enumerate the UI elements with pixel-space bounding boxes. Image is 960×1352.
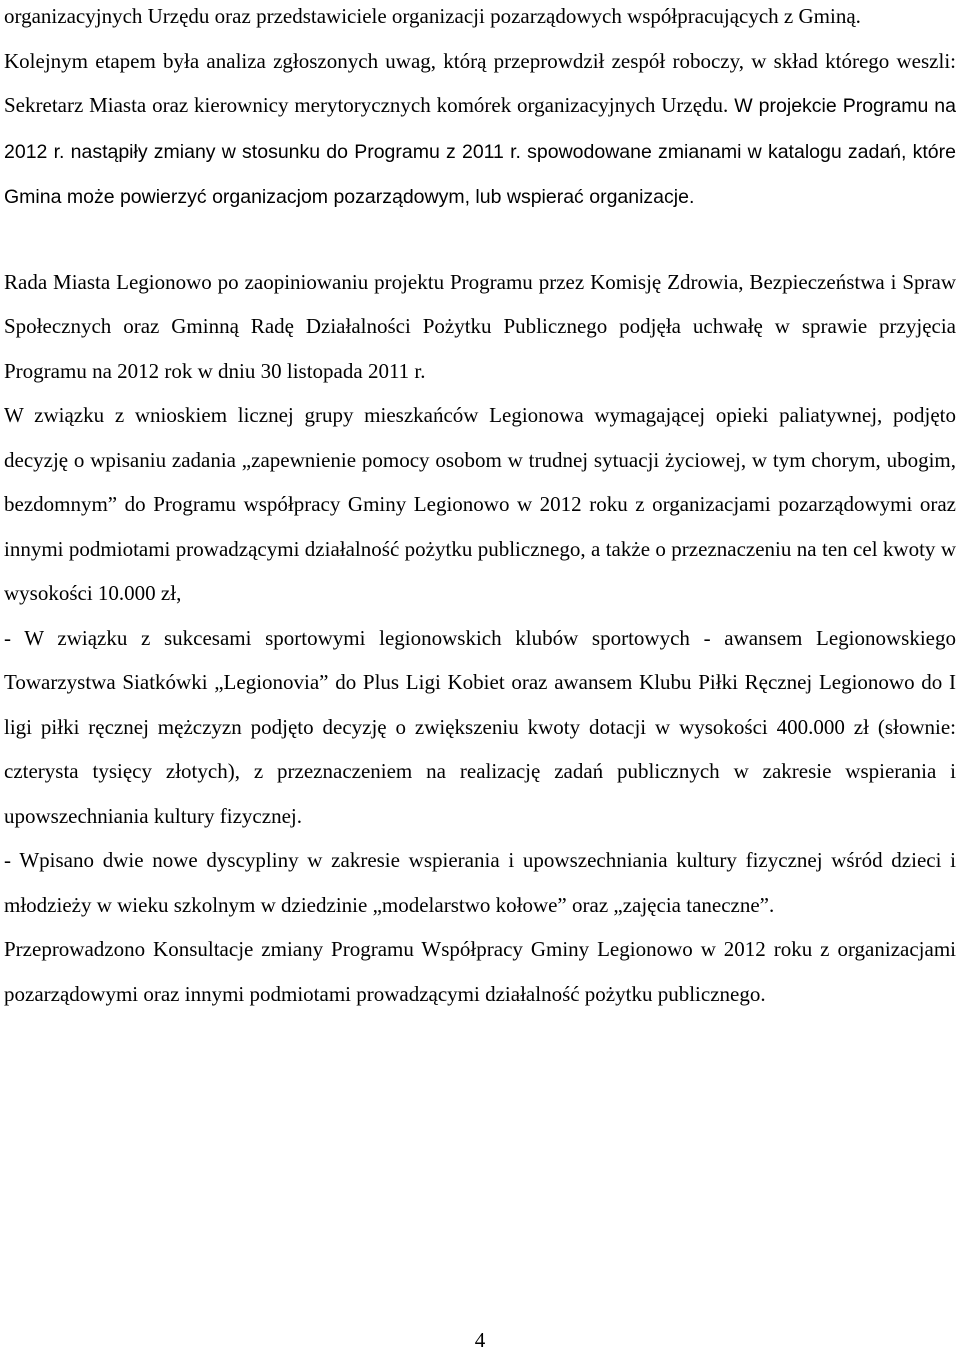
paragraph-council-resolution: Rada Miasta Legionowo po zaopiniowaniu projektu Programu przez Komisję Zdrowia, Bezpieczeństwa i Spraw Społecznych oraz Gminną Radę Działalności Pożytku Publicznego podjęła uchwałę w sprawie przyjęcia Programu na 2012 rok w dniu 30 listopada 2011 r. <box>4 269 956 383</box>
document-body <box>4 0 956 1016</box>
paragraph-gap <box>4 220 956 260</box>
paragraph-consultation-participants: organizacyjnych Urzędu oraz przedstawiciele organizacji pozarządowych współpracujących z Gminą. <box>4 4 861 28</box>
paragraph-new-disciplines: - Wpisano dwie nowe dyscypliny w zakresie wspierania i upowszechniania kultury fizycznej wśród dzieci i młodzieży w wieku szkolnym w dziedzinie „modelarstwo kołowe” oraz „zajęcia taneczne”. <box>4 848 956 917</box>
paragraph-changes-text: W projekcie Programu na 2012 r. nastąpiły zmiany w stosunku do Programu z 2011 r. spowodowane zmianami w katalogu zadań, które Gmina może powierzyć organizacjom pozarządowym, lub wspierać organizacje. <box>4 95 956 208</box>
paragraph-palliative-care-task: W związku z wnioskiem licznej grupy mieszkańców Legionowa wymagającej opieki paliatywnej, podjęto decyzję o wpisaniu zadania „zapewnienie pomocy osobom w trudnej sytuacji życiowej, w tym chorym, ubogim, bezdomnym” do Programu współpracy Gminy Legionowo w 2012 roku z organizacjami pozarządowymi oraz innymi podmiotami prowadzącymi działalność pożytku publicznego, a także o przeznaczeniu na ten cel kwoty w wysokości 10.000 zł, <box>4 403 956 605</box>
paragraph-analysis-text: Kolejnym etapem była analiza zgłoszonych uwag, którą przeprowdził zespół roboczy, w skład którego weszli: Sekretarz Miasta oraz kierownicy merytorycznych komórek organizacyjnych Urzędu. <box>4 48 956 117</box>
page-number: 4 <box>474 1328 486 1352</box>
paragraph-consultations-conducted: Przeprowadzono Konsultacje zmiany Programu Współpracy Gminy Legionowo w 2012 roku z organizacjami pozarządowymi oraz innymi podmiotami prowadzącymi działalność pożytku publicznego. <box>4 937 956 1006</box>
paragraph-sports-grant-increase: - W związku z sukcesami sportowymi legionowskich klubów sportowych - awansem Legionowskiego Towarzystwa Siatkówki „Legionovia” do Plus Ligi Kobiet oraz awansem Klubu Piłki Ręcznej Legionowo do I ligi piłki ręcznej mężczyzn podjęto decyzję o zwiększeniu kwoty dotacji w wysokości 400.000 zł (słownie: czterysta tysięcy złotych), z przeznaczeniem na realizację zadań publicznych w zakresie wspierania i upowszechniania kultury fizycznej. <box>4 625 956 828</box>
paragraph-analysis-of-comments <box>4 39 956 220</box>
